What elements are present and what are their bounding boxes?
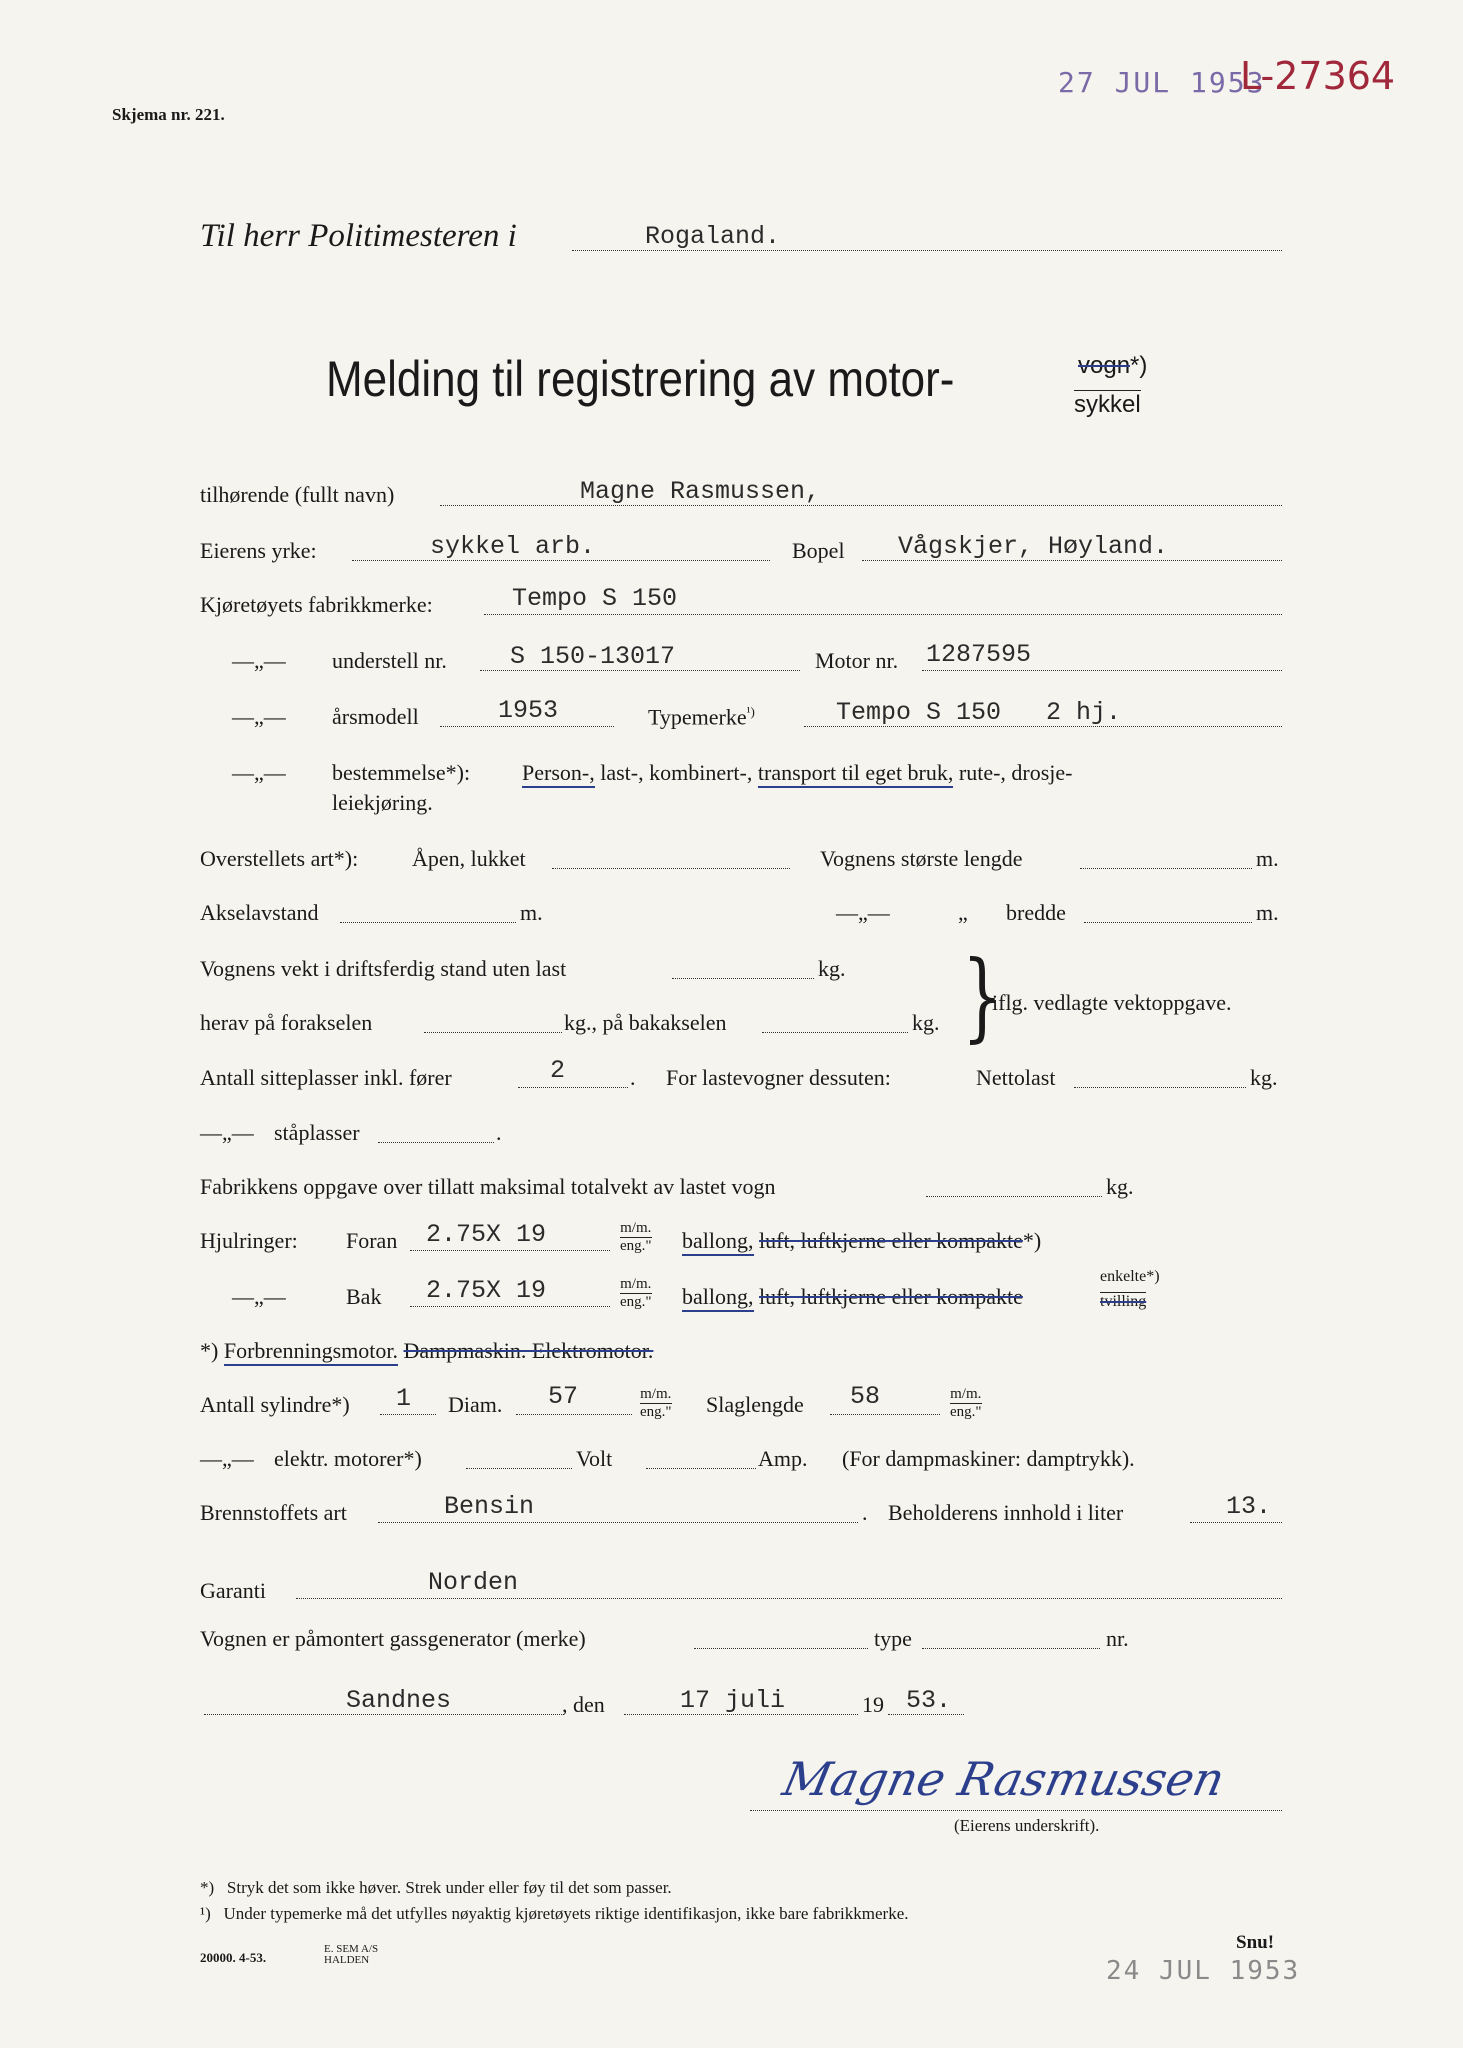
chassis-value: S 150-13017 [510,642,676,671]
owner-value: Magne Rasmussen, [580,477,821,506]
gas-line [694,1648,868,1649]
occupation-label: Eierens yrke: [200,538,317,563]
wheels-rear-unit: m/m. eng." [620,1276,652,1310]
seats-period: . [630,1065,636,1090]
weight-line [672,978,814,979]
width-unit: m. [1256,900,1279,925]
electric-label: elektr. motorer*) [274,1446,422,1471]
make-label: Kjøretøyets fabrikkmerke: [200,592,433,617]
guarantee-line [296,1598,1282,1599]
tank-line [1190,1522,1282,1523]
ditto-quote: „ [958,900,968,925]
wheels-label: Hjulringer: [200,1228,298,1253]
wheels-rear-line [410,1306,610,1307]
purpose-last: last-, [600,760,644,785]
length-line [1080,868,1252,869]
standing-label: ståplasser [274,1120,360,1145]
model-year-value: 1953 [498,696,559,725]
footnote-1: *) Stryk det som ikke høver. Strek under eller føy til det som passer. [200,1878,672,1897]
wheels-front-unit: m/m. eng." [620,1220,652,1254]
engine-type-row: *) Forbrenningsmotor. Dampmaskin. Elektromotor. [200,1338,653,1364]
reference-number: L-27364 [1240,54,1396,98]
purpose-rute: rute-, [958,760,1006,785]
signature-line [750,1810,1282,1811]
addressee-value: Rogaland. [645,222,781,251]
stroke-line [830,1414,940,1415]
axle-label: Akselavstand [200,900,319,925]
purpose-label: bestemmelse*): [332,760,471,785]
type-label: Typemerke$^{^1)}$ [648,704,755,730]
max-weight-unit: kg. [1106,1174,1134,1199]
diameter-value: 57 [548,1382,579,1411]
wheels-front-label: Foran [346,1228,398,1253]
motor-line [922,670,1282,671]
standing-line [378,1142,494,1143]
fuel-label: Brennstoffets art [200,1500,347,1525]
year-value: 53. [906,1686,952,1715]
body-type-options: Åpen, lukket [412,846,526,871]
purpose-person: Person-, [522,760,595,788]
ditto-mark: —„— [232,704,286,729]
tank-label: Beholderens innhold i liter [888,1500,1124,1525]
weight-brace: } [962,942,1003,1054]
seats-value: 2 [550,1056,566,1085]
fuel-value: Bensin [444,1492,535,1521]
ditto-mark: —„— [232,760,286,785]
gas-type-label: type [874,1626,912,1651]
stroke-label: Slaglengde [706,1392,804,1417]
residence-label: Bopel [792,538,845,563]
tank-value: 13. [1226,1492,1272,1521]
motor-value: 1287595 [926,640,1032,669]
volt-line [646,1468,756,1469]
width-label: bredde [1006,900,1066,925]
wheels-rear-label: Bak [346,1284,382,1309]
cylinders-line [380,1414,436,1415]
wheels-front-type: ballong, luft, luftkjerne eller kompakte*) [682,1228,1041,1254]
make-line [484,614,1282,615]
ditto-mark: —„— [200,1446,254,1471]
printer-name: E. SEM A/S HALDEN [324,1943,379,1966]
max-weight-label: Fabrikkens oppgave over tillatt maksimal totalvekt av lastet vogn [200,1174,776,1199]
standing-period: . [496,1120,502,1145]
body-type-label: Overstellets art*): [200,846,359,871]
received-date-stamp: 27 JUL 1953 [1058,66,1266,99]
owner-line [440,505,1282,506]
fuel-period: . [862,1500,868,1525]
footnote-2: ¹) Under typemerke må det utfylles nøyaktig kjøretøyets riktige identifikasjon, ikke bare fabrikkmerke. [200,1904,909,1923]
amp-label: Amp. [758,1446,808,1471]
turn-over-note: Snu! [1236,1932,1275,1953]
date-den: , den [562,1692,605,1717]
truck-label: For lastevogner dessuten: [666,1065,891,1090]
residence-value: Vågskjer, Høyland. [898,532,1169,561]
form-title: Melding til registrering av motor- [326,351,955,407]
gas-type-line [922,1648,1100,1649]
wheels-single: enkelte*) [1100,1268,1160,1285]
max-weight-line [926,1196,1102,1197]
rear-axle-label: kg., på bakakselen [564,1010,727,1035]
volt-label: Volt [576,1446,613,1471]
purpose-drosje: drosje- [1011,760,1073,785]
purpose-kombinert: kombinert-, [649,760,753,785]
guarantee-value: Norden [428,1568,519,1597]
diameter-line [516,1414,632,1415]
ditto-mark: —„— [200,1120,254,1145]
place-value: Sandnes [346,1686,452,1715]
gas-nr-label: nr. [1106,1626,1129,1651]
electric-line [466,1468,572,1469]
chassis-label: understell nr. [332,648,447,673]
net-load-label: Nettolast [976,1065,1056,1090]
guarantee-label: Garanti [200,1578,266,1603]
wheels-twin: tvilling [1100,1293,1147,1310]
cylinders-label: Antall sylindre*) [200,1392,350,1417]
year-prefix: 19 [862,1692,884,1717]
length-label: Vognens største lengde [820,846,1023,871]
axle-unit: m. [520,900,543,925]
seats-line [518,1087,628,1088]
ditto-mark: —„— [836,900,890,925]
weight-note: iflg. vedlagte vektoppgave. [992,990,1232,1015]
diameter-label: Diam. [448,1392,503,1417]
fuel-line [378,1522,858,1523]
weight-unit: kg. [818,956,846,981]
length-unit: m. [1256,846,1279,871]
type-value: Tempo S 150 2 hj. [836,698,1122,727]
purpose-transport: transport til eget bruk, [758,760,954,788]
date-value: 17 juli [680,1686,786,1715]
front-axle-label: herav på forakselen [200,1010,373,1035]
model-year-line [440,726,614,727]
body-type-line [552,868,790,869]
owner-signature: Magne Rasmussen [778,1752,1230,1806]
wheels-front-value: 2.75X 19 [426,1220,547,1249]
signature-caption: (Eierens underskrift). [954,1816,1100,1835]
model-year-label: årsmodell [332,704,419,729]
rear-axle-unit: kg. [912,1010,940,1035]
seats-label: Antall sitteplasser inkl. fører [200,1065,452,1090]
engine-combustion: Forbrenningsmotor. [224,1338,398,1366]
front-axle-line [424,1032,562,1033]
width-line [1084,922,1252,923]
occupation-value: sykkel arb. [430,532,596,561]
stroke-value: 58 [850,1382,881,1411]
purpose-line2: leiekjøring. [332,790,433,815]
diameter-unit: m/m. eng." [640,1386,672,1420]
title-option-sykkel: sykkel [1074,391,1141,418]
net-load-line [1074,1087,1246,1088]
stroke-unit: m/m. eng." [950,1386,982,1420]
owner-label: tilhørende (fullt navn) [200,482,395,507]
gas-label: Vognen er påmontert gassgenerator (merke) [200,1626,586,1651]
wheels-rear-type: ballong, luft, luftkjerne eller kompakte [682,1284,1023,1310]
make-value: Tempo S 150 [512,584,678,613]
cylinders-value: 1 [396,1384,412,1413]
wheels-front-line [410,1250,610,1251]
printer-code: 20000. 4-53. [200,1950,267,1965]
engine-struck: Dampmaskin. Elektromotor. [403,1338,654,1363]
title-option-vogn: vogn*) [1078,352,1148,379]
addressee-label: Til herr Politimesteren i [200,218,517,254]
purpose-options [522,760,1073,786]
motor-label: Motor nr. [815,648,899,673]
ditto-mark: —„— [232,648,286,673]
ditto-mark: —„— [232,1284,286,1309]
rear-axle-line [762,1032,908,1033]
weight-label: Vognens vekt i driftsferdig stand uten last [200,956,567,981]
bottom-date-stamp: 24 JUL 1953 [1106,1956,1301,1986]
steam-note: (For dampmaskiner: damptrykk). [842,1446,1135,1471]
wheels-rear-value: 2.75X 19 [426,1276,547,1305]
schema-number: Skjema nr. 221. [112,105,225,124]
net-load-unit: kg. [1250,1065,1278,1090]
axle-line [340,922,516,923]
